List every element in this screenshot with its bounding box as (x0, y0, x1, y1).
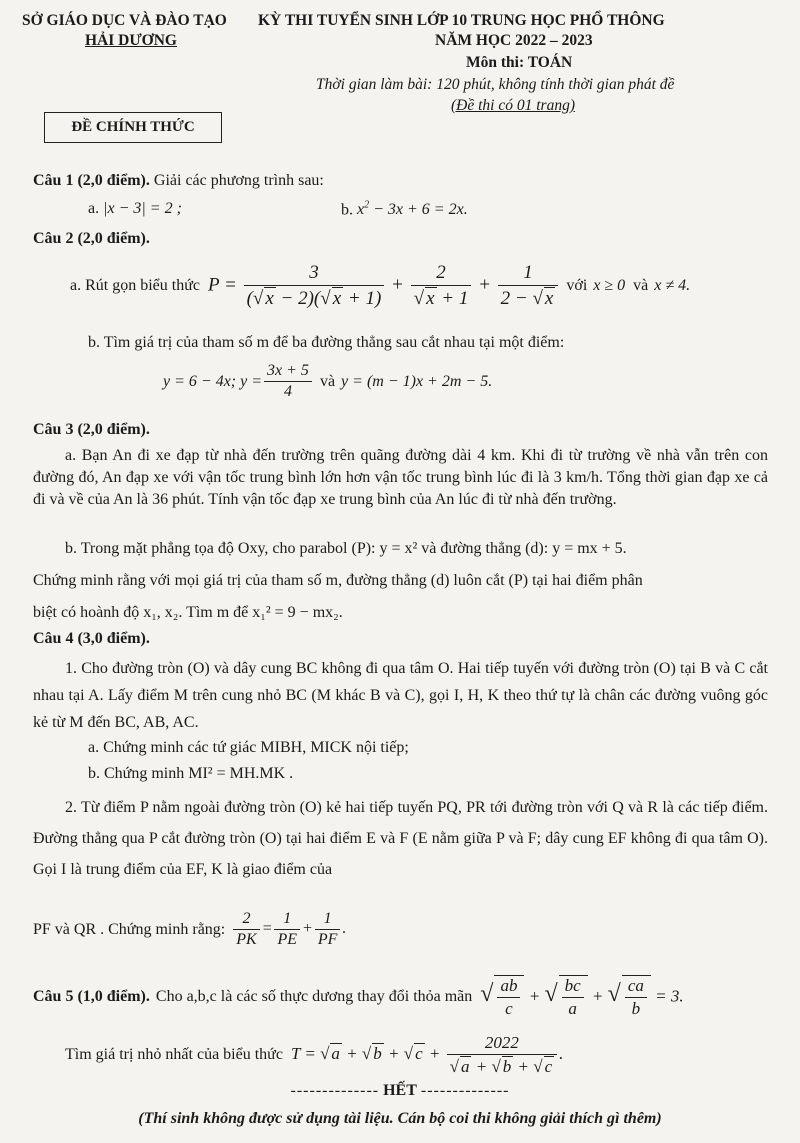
end-marker: -------------- HẾT -------------- (290, 1082, 510, 1099)
subject: Môn thi: TOÁN (466, 54, 573, 71)
official-stamp: ĐỀ CHÍNH THỨC (44, 112, 222, 143)
q2-condition-2: x ≠ 4. (654, 277, 691, 294)
q2-condition-1: x ≥ 0 (593, 277, 626, 294)
q3-part-b-line1: b. Trong mặt phẳng tọa độ Oxy, cho parabol (P): y = x² và đường thẳng (d): y = mx + 5. (65, 540, 627, 557)
q1-b-equation: $x^2 - 3x + 6 = 2x$. (357, 200, 468, 219)
q4-part-1: 1. Cho đường tròn (O) và dây cung BC không đi qua tâm O. Hai tiếp tuyến với đường tròn (O) tại B và C cắt nhau tại A. Lấy điểm M trên cung nhỏ BC (M khác B và C), gọi I, H, K theo thứ tự là chân các đường vuông góc kẻ từ M đến BC, AB, AC. (33, 660, 768, 731)
department-name: SỞ GIÁO DỤC VÀ ĐÀO TẠO (22, 12, 227, 29)
province-name: HẢI DƯƠNG (85, 32, 177, 49)
q3-part-b-line3: biệt có hoành độ x₁, x₂. Tìm m để x₁² = 9 − mx₂. (33, 604, 343, 621)
q2-line-3: y = (m − 1)x + 2m − 5. (341, 372, 493, 390)
footer-note: (Thí sinh không được sử dụng tài liệu. Cán bộ coi thi không giải thích gì thêm) (138, 1110, 662, 1127)
q3-part-b-line2: Chứng minh rằng với mọi giá trị của tham số m, đường thẳng (d) luôn cắt (P) tại hai điểm phân (33, 572, 643, 589)
q5-expression: T = √ a + √ b + √ c + $\frac{2022}{√ a + √ b + √ c}$ . (290, 1033, 564, 1076)
q4-part-1a: a. Chứng minh các tứ giác MIBH, MICK nội tiếp; (88, 739, 409, 756)
page-count: (Đề thi có 01 trang) (451, 97, 575, 114)
q1-title: Câu 1 (2,0 điểm). (33, 172, 150, 189)
q4-identity: $\frac{2}{PK}$ = $\frac{1}{PE}$ + $\frac{1}{PF}$ . (231, 910, 346, 949)
q5-heading (33, 975, 684, 1019)
q3-part-a: a. Bạn An đi xe đạp từ nhà đến trường trên quãng đường dài 4 km. Khi đi từ trường về nhà vẫn trên con đường đó, An đạp xe với vận tốc trung bình lớn hơn vận tốc trung bình lúc đi là 3 km/h. Tổng thời gian đạp xe cả đi và về của An là 36 phút. Tính vận tốc đạp xe trung bình của An lúc đi từ nhà đến trường. (33, 447, 768, 508)
q1-intro: Giải các phương trình sau: (153, 172, 324, 189)
q2-line-1: y = 6 − 4x; y = (163, 372, 263, 390)
q2-title: Câu 2 (2,0 điểm). (33, 230, 150, 247)
q4-part-1b: b. Chứng minh MI² = MH.MK . (88, 765, 294, 782)
q4-title: Câu 4 (3,0 điểm). (33, 630, 150, 647)
q1-part-a: a. |x − 3| = 2 ; (88, 200, 182, 217)
exam-title: KỲ THI TUYỂN SINH LỚP 10 TRUNG HỌC PHỔ THÔNG (258, 12, 665, 29)
school-year: NĂM HỌC 2022 – 2023 (435, 32, 593, 49)
q2-lines: y = 6 − 4x; y = $\frac{3x + 5}{4}$ và y = (m − 1)x + 2m − 5. (163, 362, 493, 400)
q2-part-a: a. Rút gọn biểu thức P = $\frac{3}{(√ x - 2)(√ x + 1)}$ + $\frac{2}{√ x + 1}$ + $\frac{1}{2 - √ x}$ với x ≥ 0 và x ≠ 4. (70, 262, 691, 309)
q1-a-equation: |x − 3| = 2 ; (103, 200, 182, 217)
q3-title: Câu 3 (2,0 điểm). (33, 421, 150, 438)
exam-duration: Thời gian làm bài: 120 phút, không tính thời gian phát đề (316, 76, 675, 93)
q5-constraint: √ $\frac{ab}{c}$ + √ $\frac{bc}{a}$ + √ $\frac{ca}{b}$ = 3. (480, 976, 684, 1018)
q4-part-2: 2. Từ điểm P nằm ngoài đường tròn (O) kẻ hai tiếp tuyến PQ, PR tới đường tròn với Q và R là các tiếp điểm. Đường thẳng qua P cắt đường tròn (O) tại hai điểm E và F (E nằm giữa P và F; dây cung EF không đi qua tâm O). Gọi I là trung điểm của EF, K là giao điểm của (33, 799, 768, 878)
q4-part-2-last: PF và QR . Chứng minh rằng: $\frac{2}{PK}$ = $\frac{1}{PE}$ + $\frac{1}{PF}$ . (33, 910, 347, 948)
q5-objective: Tìm giá trị nhỏ nhất của biểu thức T = √ a + √ b + √ c + $\frac{2022}{√ a + √ b + √ c}$ . (65, 1033, 564, 1076)
q5-intro: Cho a,b,c là các số thực dương thay đổi thỏa mãn (155, 988, 473, 1005)
q2-part-b: b. Tìm giá trị của tham số m để ba đường thẳng sau cắt nhau tại một điểm: (88, 334, 565, 351)
q2-expression: P = $\frac{3}{(√ x - 2)(√ x + 1)}$ + $\frac{2}{√ x + 1}$ + $\frac{1}{2 - √ x}$ (208, 262, 560, 310)
q1-heading (33, 172, 324, 190)
q5-title: Câu 5 (1,0 điểm). (33, 988, 150, 1005)
q1-part-b: b. $x^2 - 3x + 6 = 2x$. (341, 200, 468, 219)
q2-line-2-frac: $\frac{3x + 5}{4}$ (264, 362, 312, 401)
